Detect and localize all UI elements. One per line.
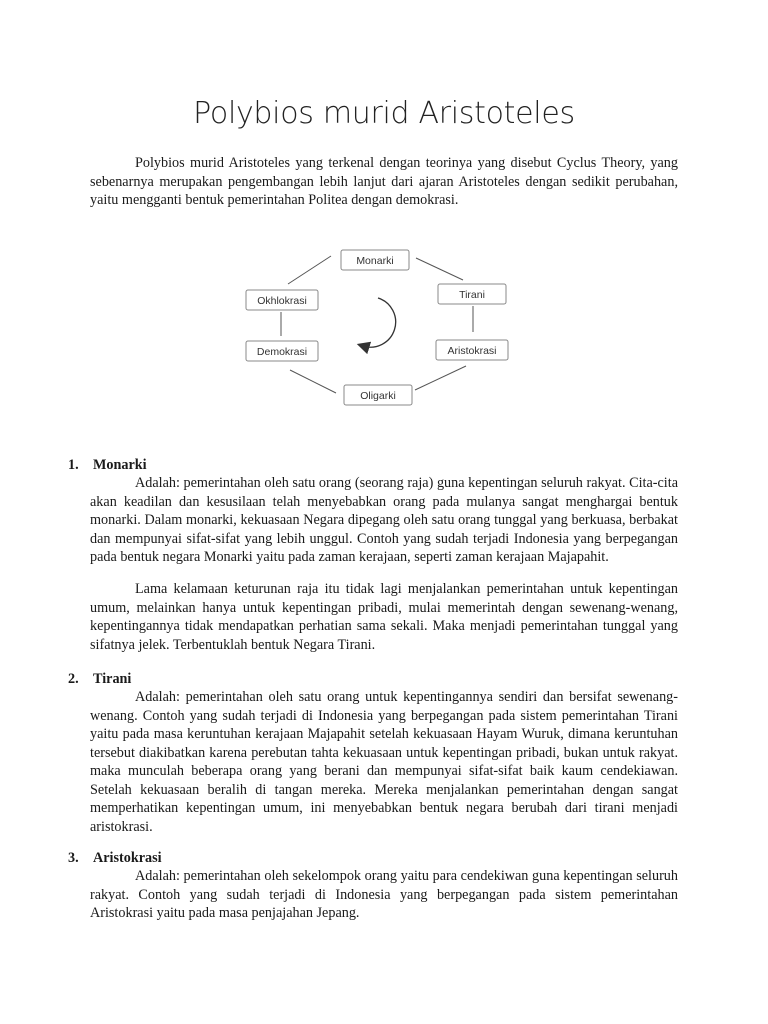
box-okhlokrasi [246,290,318,310]
label-monarki: Monarki [356,255,394,267]
connector-line [290,370,336,393]
label-demokrasi: Demokrasi [256,346,308,358]
section-number: 3. [68,850,79,866]
label-okhlokrasi: Okhlokrasi [257,295,307,307]
section-title: Monarki [93,457,147,473]
label-oligarki: Oligarki [360,390,396,402]
connector-line [416,258,463,280]
label-tirani: Tirani [459,289,485,301]
cycle-arrow-icon [363,298,396,347]
label-aristokrasi: Aristokrasi [447,345,497,357]
section-number: 2. [68,671,79,687]
box-oligarki [344,385,412,405]
intro-paragraph: Polybios murid Aristoteles yang terkenal dengan teorinya yang disebut Cyclus Theory, yang sebenarnya merupakan pengembangan lebih lanjut dari ajaran Aristoteles dengan sedikit perubahan, yaitu mengganti bentuk pemerintahan Politea dengan demokrasi. [90,155,678,208]
box-monarki [341,250,409,270]
section-heading-aristokrasi [68,849,162,868]
section-paragraph: Lama kelamaan keturunan raja itu tidak lagi menjalankan pemerintahan untuk kepentingan umum, melainkan hanya untuk kepentingan pribadi, mulai memerintah dengan sewenang-wenang, kepentingannya tidak mendapatkan perhatian sama sekali. Maka menjadi pemerintahan tunggal yang sifatnya jelek. Terbentuklah bentuk Negara Tirani. [90,581,678,653]
section-paragraph: Adalah: pemerintahan oleh satu orang (seorang raja) guna kepentingan seluruh rakyat. Cita-cita akan keadilan dan kesusilaan telah menyebabkan orang pada mulanya sangat menghargai bentuk monarki. Dalam monarki, kekuasaan Negara dipegang oleh satu orang tunggal yang berkuasa, berbakat dan mempunyai sifat-sifat yang lebih unggul. Contoh yang sudah terjadi Indonesia yang berpegangan pada bentuk negara Monarki yaitu pada zaman kerajaan, seperti zaman kerajaan Majapahit. [90,475,678,565]
box-aristokrasi [436,340,508,360]
connector-line [288,256,331,284]
section-title: Aristokrasi [93,850,162,866]
section-heading-monarki [68,456,147,475]
section-paragraph: Adalah: pemerintahan oleh sekelompok orang yaitu para cendekiwan guna kepentingan seluruh rakyat. Contoh yang sudah terjadi di Indonesia yang berpegangan pada sistem pemerintahan Aristokrasi yaitu pada masa penjajahan Jepang. [90,868,678,921]
connector-line [415,366,466,390]
box-tirani [438,284,506,304]
page-title: Polybios murid Aristoteles [193,96,575,131]
section-heading-tirani [68,670,131,689]
cycle-diagram [238,244,528,414]
box-demokrasi [246,341,318,361]
section-paragraph: Adalah: pemerintahan oleh satu orang untuk kepentingannya sendiri dan bersifat sewenang-wenang. Contoh yang sudah terjadi di Indonesia yang berpegangan pada sistem pemerintahan Tirani yaitu pada masa keruntuhan kerajaan Majapahit setelah kekuasaan Hayam Wuruk, dimana keruntuhan tersebut diakibatkan karena perebutan tahta kekuasaan untuk kepentingan pribadi, bukan untuk rakyat. maka munculah beberapa orang yang berani dan mempunyai sifat-sifat baik kaum cendekiawan. Setelah kekuasaan beralih di tangan mereka. Mereka menjalankan pemerintahan dengan sangat memperhatikan kepentingan umum, ini menyebabkan bentuk negara berubah dari tirani menjadi aristokrasi. [90,689,678,835]
section-number: 1. [68,457,79,473]
section-title: Tirani [93,671,132,687]
